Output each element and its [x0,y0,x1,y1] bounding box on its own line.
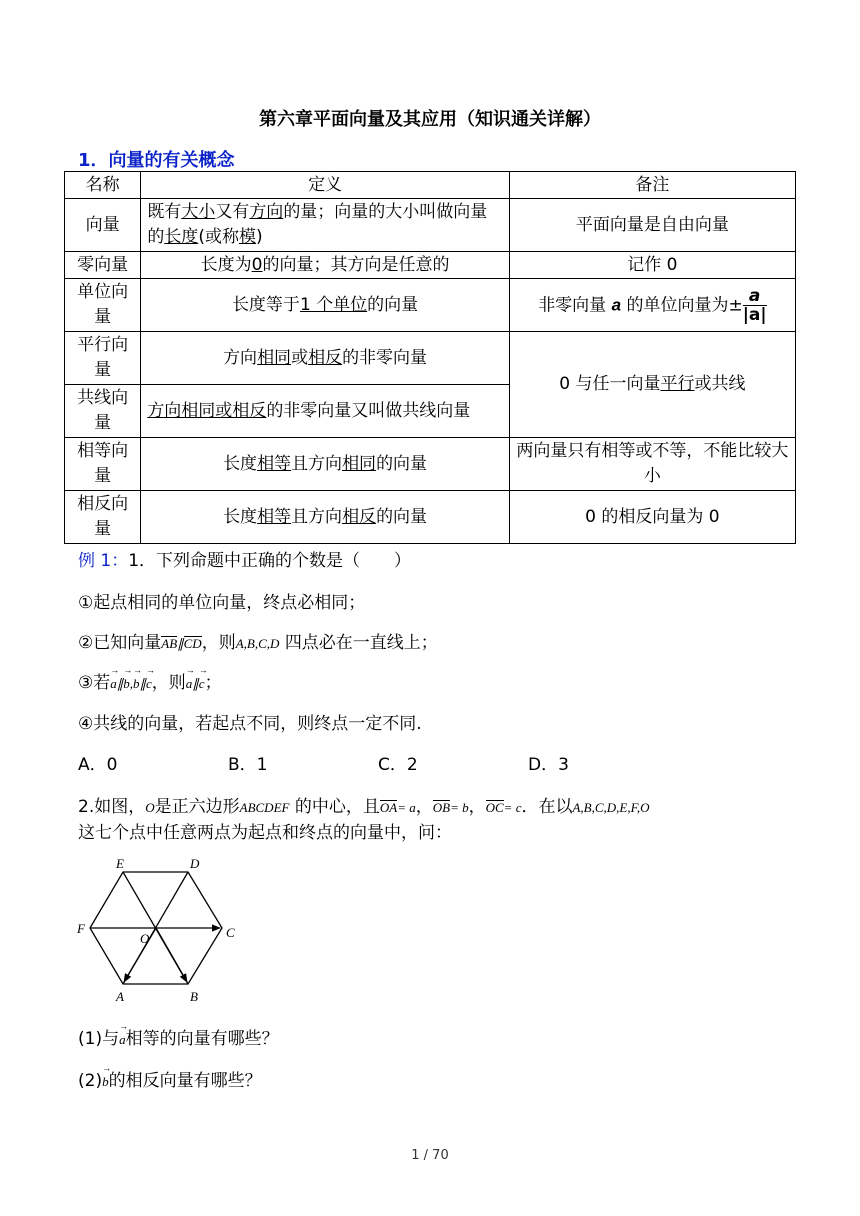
table-row [65,438,796,491]
statement-3: ③若→ a∥→ b,→ b∥→ c，则→ a∥→ c； [78,668,222,693]
table-row [65,279,796,332]
row-note: 记作 0 [509,252,795,279]
sub-question-1: (1)与→ a相等的向量有哪些？ [78,1024,279,1049]
row-note: 两向量只有相等或不等，不能比较大小 [509,438,795,491]
table-row [65,332,796,385]
label-d: D [190,856,200,871]
row-definition: 既有大小又有方向的量；向量的大小叫做向量的长度(或称模) [141,199,510,252]
table-row [65,252,796,279]
table-row [65,199,796,252]
row-name: 相反向量 [65,491,141,544]
example-question-1: 例 1：1．下列命题中正确的个数是（ ） [78,551,412,571]
label-b: B [190,989,198,1004]
row-name: 零向量 [65,252,141,279]
table-row [65,491,796,544]
sub-question-2: (2)→ b的相反向量有哪些？ [78,1066,262,1091]
row-name: 共线向量 [65,385,141,438]
concept-table [64,171,796,544]
hexagon-figure [74,852,250,1008]
row-name: 平行向量 [65,332,141,385]
question-2-line-2: 这七个点中任意两点为起点和终点的向量中，问： [78,823,452,843]
row-name: 相等向量 [65,438,141,491]
section-heading: 1．向量的有关概念 [78,150,235,171]
option-d: D．3 [528,755,569,775]
header-definition: 定义 [141,172,510,199]
label-e: E [116,856,124,871]
label-a: A [116,989,124,1004]
label-c: C [226,925,235,940]
row-note: 非零向量 a 的单位向量为± $\frac{a}{|a|}$ [509,279,795,332]
row-definition: 长度等于1 个单位的向量 [141,279,510,332]
row-name: 向量 [65,199,141,252]
row-name: 单位向量 [65,279,141,332]
statement-1: ①起点相同的单位向量，终点必相同； [78,593,366,613]
page-number: 1 / 70 [411,1148,449,1163]
row-definition: 方向相同或相反的非零向量 [141,332,510,385]
row-note: 0 与任一向量平行或共线 [509,332,795,438]
row-definition: 长度相等且方向相同的向量 [141,438,510,491]
row-definition: 方向相同或相反的非零向量又叫做共线向量 [141,385,510,438]
header-name: 名称 [65,172,141,199]
label-o: O [140,931,150,946]
option-c: C．2 [378,755,418,775]
row-definition: 长度相等且方向相反的向量 [141,491,510,544]
option-a: A．0 [78,755,118,775]
unit-vector-fraction: $\frac{a}{|a|}$ [742,285,767,325]
document-title: 第六章平面向量及其应用（知识通关详解） [259,109,601,130]
table-header-row [65,172,796,199]
example-label: 例 1： [78,551,129,571]
statement-4: ④共线的向量，若起点不同，则终点一定不同. [78,714,422,734]
option-b: B．1 [228,755,268,775]
row-note: 平面向量是自由向量 [509,199,795,252]
vector-ob [156,928,187,982]
header-note: 备注 [509,172,795,199]
label-f: F [77,921,85,936]
row-definition: 长度为0的向量；其方向是任意的 [141,252,510,279]
statement-2: ②已知向量AB∥CD，则A,B,C,D 四点必在一直线上； [78,633,438,653]
question-2-line-1: 2.如图，O是正六边形ABCDEF 的中心，且OA= a，OB= b，OC= c．在以A,B,C,D,E,F,O [78,797,650,817]
row-note: 0 的相反向量为 0 [509,491,795,544]
